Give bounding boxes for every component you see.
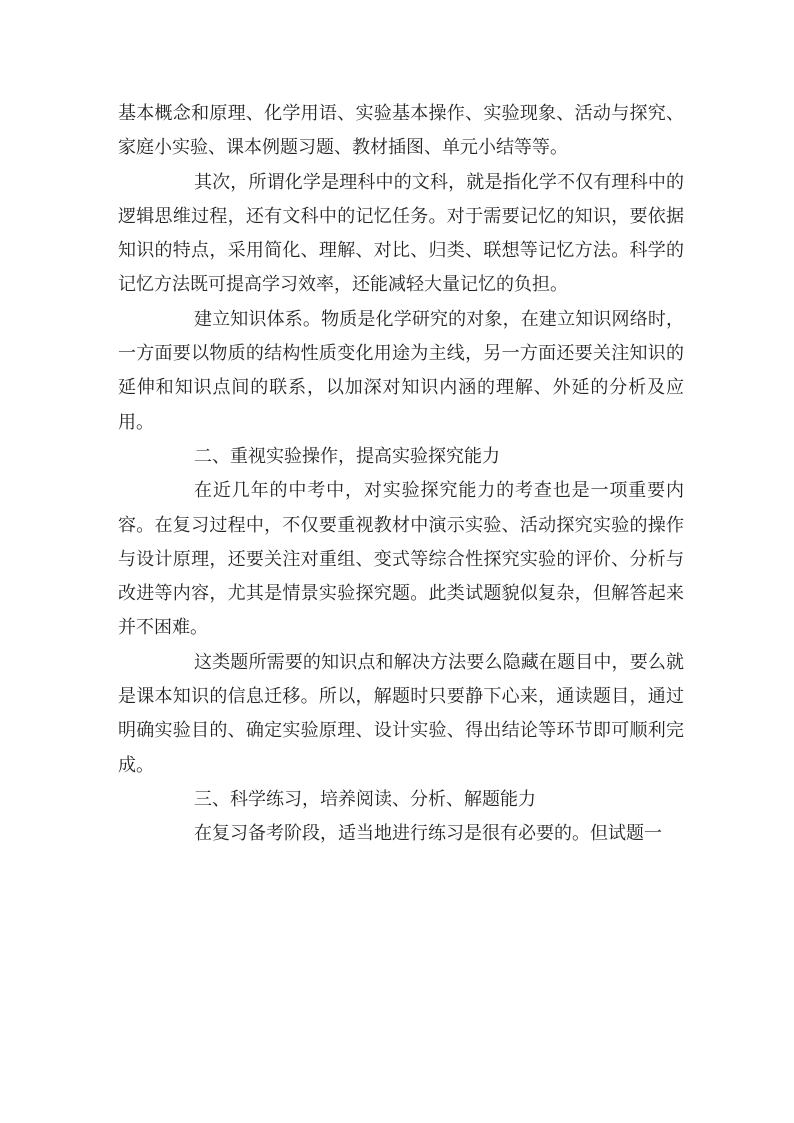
paragraph-review-practice: 在复习备考阶段，适当地进行练习是很有必要的。但试题一 <box>194 823 662 845</box>
section-heading-experiments: 二、重视实验操作，提高实验探究能力 <box>194 445 500 467</box>
section-heading-practice: 三、科学练习，培养阅读、分析、解题能力 <box>194 788 536 810</box>
paragraph-experiment-inquiry: 在近几年的中考中，对实验探究能力的考查也是一项重要内容。在复习过程中，不仅要重视教材中演示实验、活动探究实验的操作与设计原理，还要关注对重组、变式等综合性探究实验的评价、分析与改进等内容，尤其是情景实验探究题。此类试题貌似复杂，但解答起来并不困难。 <box>118 480 684 639</box>
paragraph-knowledge-system: 建立知识体系。物质是化学研究的对象，在建立知识网络时，一方面要以物质的结构性质变化用途为主线，另一方面还要关注知识的延伸和知识点间的联系，以加深对知识内涵的理解、外延的分析及应用。 <box>118 308 684 433</box>
document-body <box>118 97 684 852</box>
paragraph-basic-concepts: 基本概念和原理、化学用语、实验基本操作、实验现象、活动与探究、家庭小实验、课本例题习题、教材插图、单元小结等等。 <box>118 103 684 159</box>
paragraph-memory-methods: 其次，所谓化学是理科中的文科，就是指化学不仅有理科中的逻辑思维过程，还有文科中的记忆任务。对于需要记忆的知识，要依据知识的特点，采用简化、理解、对比、归类、联想等记忆方法。科学的记忆方法既可提高学习效率，还能减轻大量记忆的负担。 <box>118 171 684 296</box>
paragraph-problem-solving: 这类题所需要的知识点和解决方法要么隐藏在题目中，要么就是课本知识的信息迁移。所以，解题时只要静下心来，通读题目，通过明确实验目的、确定实验原理、设计实验、得出结论等环节即可顺利完成。 <box>118 651 684 776</box>
